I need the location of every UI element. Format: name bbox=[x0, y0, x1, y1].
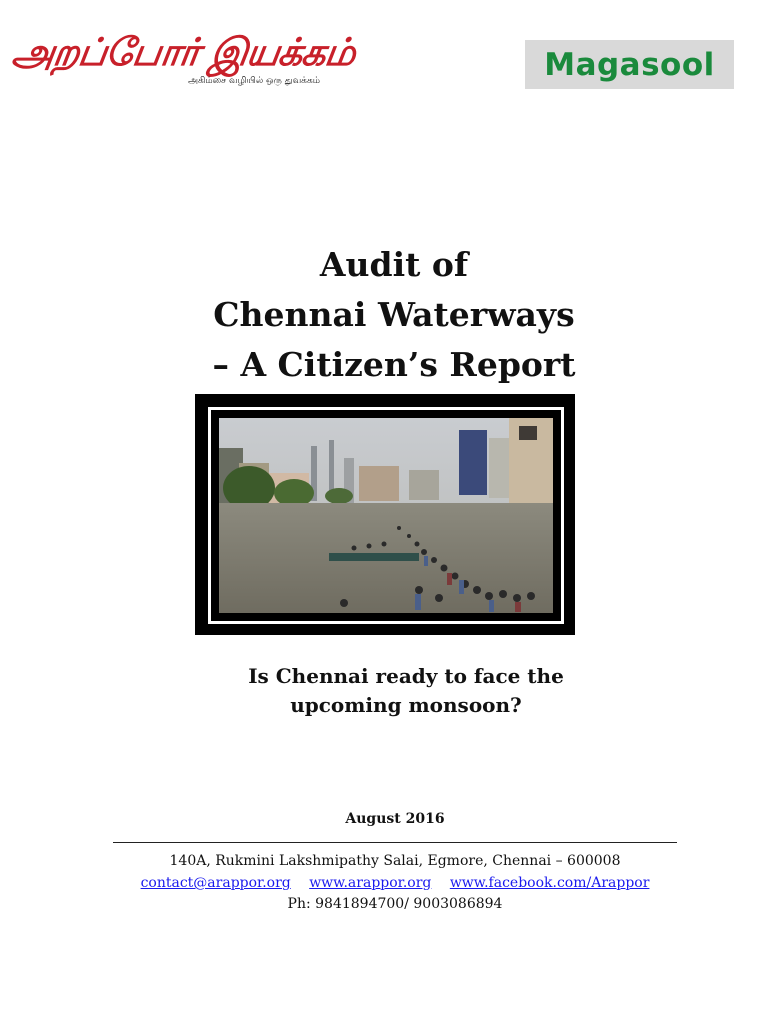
contact-links bbox=[0, 875, 768, 891]
flooded-street-photo bbox=[219, 418, 553, 613]
report-date: August 2016 bbox=[345, 811, 445, 827]
address-line: 140A, Rukmini Lakshmipathy Salai, Egmore, Chennai – 600008 bbox=[169, 853, 621, 869]
facebook-link[interactable]: www.facebook.com/Arappor bbox=[449, 875, 650, 891]
title-line-2: Chennai Waterways bbox=[213, 295, 575, 334]
magasool-logo bbox=[525, 40, 734, 89]
subtitle-line-1: Is Chennai ready to face the bbox=[248, 664, 564, 688]
arappor-logo bbox=[9, 30, 358, 94]
report-title bbox=[0, 240, 768, 390]
phone-line: Ph: 9841894700/ 9003086894 bbox=[287, 896, 503, 912]
footer-divider bbox=[113, 842, 677, 843]
email-link[interactable]: contact@arappor.org bbox=[140, 875, 291, 891]
magasool-logo-text: Magasool bbox=[544, 46, 715, 83]
title-line-3: – A Citizen’s Report bbox=[212, 345, 576, 384]
photo-mat bbox=[208, 407, 564, 624]
subtitle-line-2: upcoming monsoon? bbox=[290, 693, 522, 717]
title-line-1: Audit of bbox=[319, 245, 469, 284]
photo-frame bbox=[195, 394, 575, 635]
arappor-logo-text: அறப்போர் இயக்கம் bbox=[9, 30, 358, 74]
arappor-logo-tagline: அகிம்சை வழியில் ஒரு துவக்கம் bbox=[188, 76, 320, 86]
website-link[interactable]: www.arappor.org bbox=[309, 875, 432, 891]
report-subtitle bbox=[0, 662, 768, 720]
